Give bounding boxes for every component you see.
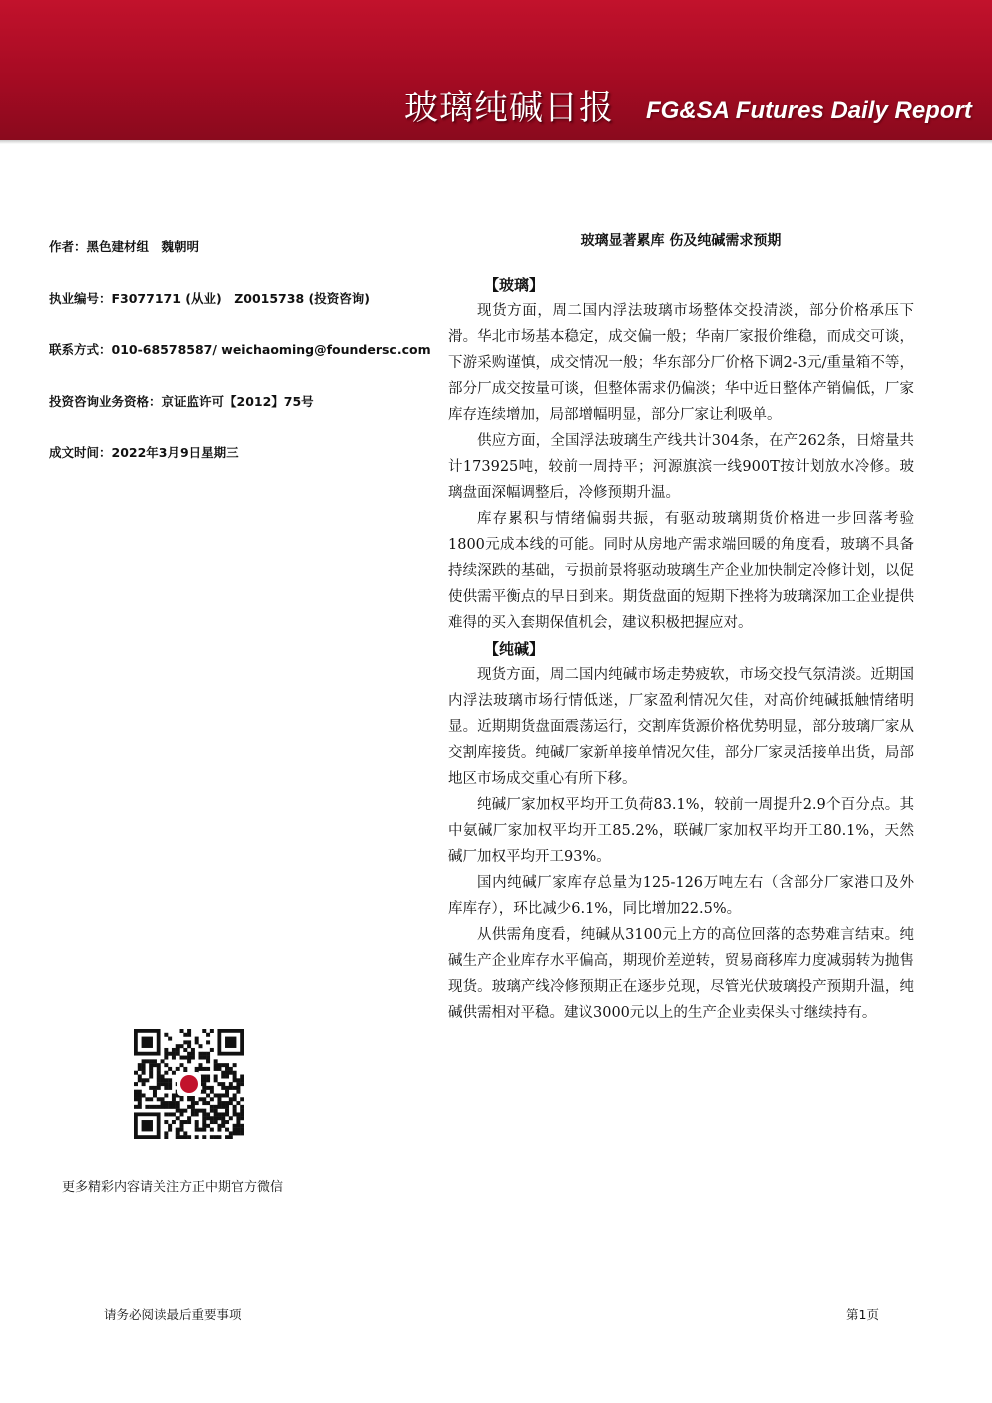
header-banner (0, 0, 992, 140)
qr-caption: 更多精彩内容请关注方正中期官方微信 (62, 1180, 284, 1195)
article-title: 玻璃显著累库 伤及纯碱需求预期 (580, 233, 782, 249)
qr-code-icon (134, 1029, 244, 1139)
contact-line: 联系方式：010-68578587/ weichaoming@foundersc.com (49, 342, 431, 357)
section-heading-glass: 【玻璃】 (484, 276, 545, 294)
qualification-line: 投资咨询业务资格：京证监许可【2012】75号 (49, 393, 314, 409)
brand-logo-icon (177, 1072, 201, 1096)
license-line: 执业编号：F3077171 (从业) Z0015738 (投资咨询) (49, 290, 370, 306)
author-line: 作者：黑色建材组 魏朝明 (49, 239, 200, 254)
report-title-en: FG&SA Futures Daily Report (646, 97, 972, 124)
section-heading-soda: 【纯碱】 (484, 640, 545, 658)
soda-paragraph: 国内纯碱厂家库存总量为125-126万吨左右（含部分厂家港口及外库库存），环比减少6.1%，同比增加22.5%。 (448, 875, 914, 917)
soda-paragraph: 现货方面，周二国内纯碱市场走势疲软，市场交投气氛清淡。近期国内浮法玻璃市场行情低迷，厂家盈利情况欠佳，对高价纯碱抵触情绪明显。近期期货盘面震荡运行，交割库货源价格优势明显，部分玻璃厂家从交割库接货。纯碱厂家新单接单情况欠佳，部分厂家灵活接单出货，局部地区市场成交重心有所下移。 (448, 667, 914, 787)
banner-divider (0, 140, 992, 144)
glass-paragraph: 库存累积与情绪偏弱共振，有驱动玻璃期货价格进一步回落考验1800元成本线的可能。同时从房地产需求端回暖的角度看，玻璃不具备持续深跌的基础，亏损前景将驱动玻璃生产企业加快制定冷修计划，以促使供需平衡点的早日到来。期货盘面的短期下挫将为玻璃深加工企业提供难得的买入套期保值机会，建议积极把握应对。 (448, 511, 914, 631)
report-title-cn: 玻璃纯碱日报 (404, 88, 614, 128)
author-info (49, 238, 429, 496)
article-body (448, 272, 914, 1026)
date-line: 成文时间：2022年3月9日星期三 (49, 445, 239, 460)
soda-paragraph: 从供需角度看，纯碱从3100元上方的高位回落的态势难言结束。纯碱生产企业库存水平偏高，期现价差逆转，贸易商移库力度减弱转为抛售现货。玻璃产线冷修预期正在逐步兑现，尽管光伏玻璃投产预期升温，纯碱供需相对平稳。建议3000元以上的生产企业卖保头寸继续持有。 (448, 927, 914, 1021)
footer-notice: 请务必阅读最后重要事项 (104, 1307, 242, 1322)
glass-paragraph: 供应方面，全国浮法玻璃生产线共计304条，在产262条，日熔量共计173925吨，较前一周持平；河源旗滨一线900T按计划放水冷修。玻璃盘面深幅调整后，冷修预期升温。 (448, 433, 914, 501)
soda-paragraph: 纯碱厂家加权平均开工负荷83.1%，较前一周提升2.9个百分点。其中氨碱厂家加权平均开工85.2%，联碱厂家加权平均开工80.1%，天然碱厂加权平均开工93%。 (448, 797, 914, 865)
page-number: 第1页 (846, 1307, 879, 1322)
glass-paragraph: 现货方面，周二国内浮法玻璃市场整体交投清淡，部分价格承压下滑。华北市场基本稳定，成交偏一般；华南厂家报价维稳，而成交可谈，下游采购谨慎，成交情况一般；华东部分厂价格下调2-3元/重量箱不等，部分厂成交按量可谈，但整体需求仍偏淡；华中近日整体产销偏低，厂家库存连续增加，局部增幅明显，部分厂家让利吸单。 (448, 303, 914, 423)
